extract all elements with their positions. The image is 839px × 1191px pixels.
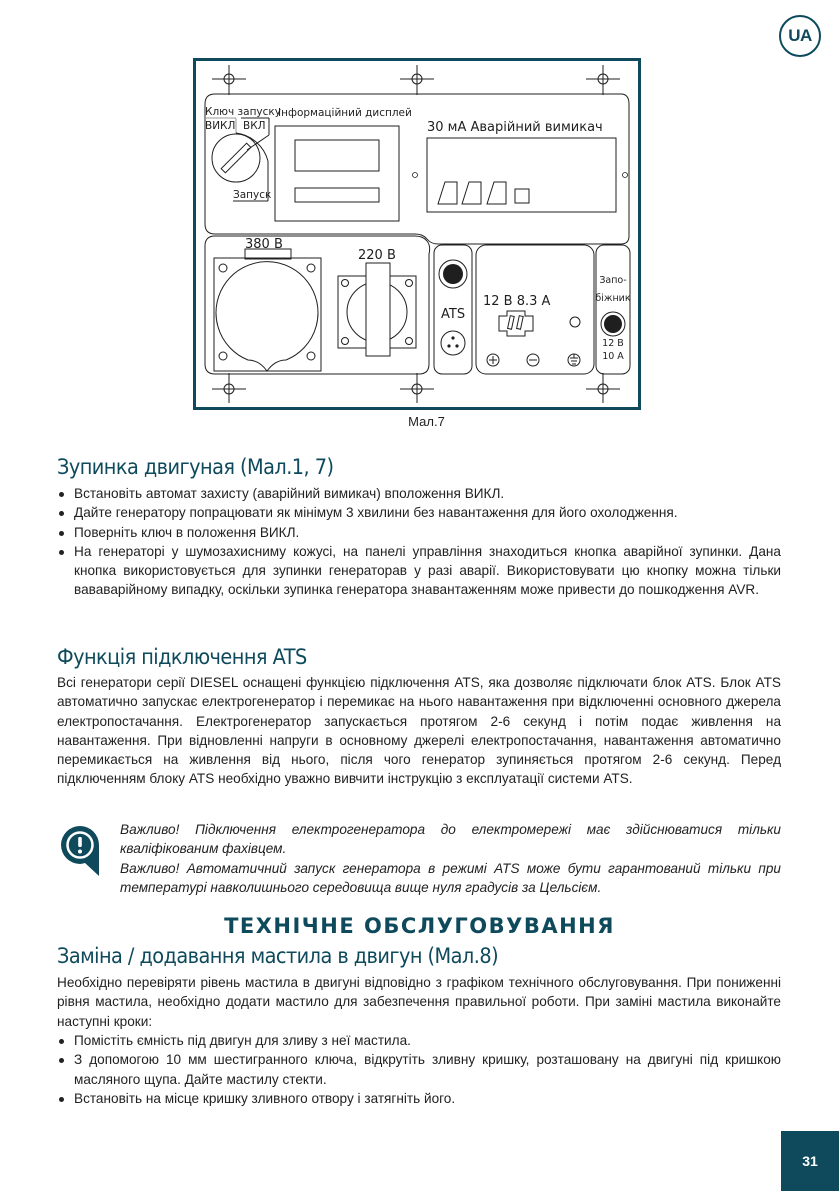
engine-stop-list [57,484,781,600]
fuse-label-2: біжник [595,293,631,304]
svg-text:ВКЛ: ВКЛ [243,120,266,132]
display-label: Інформаційний дисплей [278,107,412,119]
key-start-label: Запуск [233,189,272,201]
list-item: На генераторі у шумозахисниму кожусі, на панелі управління знаходиться кнопка аварійної зупинки. Дана кнопка використовується для зупинки генераторав у разі аварії. Використовувати цю кнопку можна тільки вававарійному випадку, оскільки зупинка генератора знавантаженням може привести до пошкодження AVR. [57,542,781,600]
oil-change-title: Заміна / додавання мастила в двигун (Мал.8) [57,944,499,968]
breaker-label: 30 мА Аварійний вимикач [427,120,603,135]
oil-change-paragraph: Необхідно перевіряти рівень мастила в двигуні відповідно з графіком технічного обслуговування. При пониженні рівня мастила, необхідно додати мастило для забезпечення правильної роботи. При заміні мастила виконайте наступні кроки: [57,975,781,1029]
note-line-1: Важливо! Підключення електрогенератора до електромережі має здійснюватися тільки кваліфікованим фахівцем. [120,822,781,857]
oil-change-list [57,1031,781,1108]
list-item: Поверніть ключ в положення ВИКЛ. [57,523,781,542]
key-switch-label: Ключ запуску [205,106,281,118]
list-item: Встановіть автомат захисту (аварійний вимикач) вположення ВИКЛ. [57,484,781,503]
list-item: Помістіть ємність під двигун для зливу з неї мастила. [57,1031,781,1050]
ats-label: ATS [441,307,466,322]
ats-paragraph: Всі генератори серії DIESEL оснащені функцією підключення ATS, яка дозволяє підключати блок ATS. Блок ATS автоматично запускає електрогенератор і перемикає на нього навантаження при відключенні основного джерела електропостачання. Електрогенератор запускається протягом 2-6 секунд і потім подає живлення на навантаження. При відновленні напруги в основному джерелі електропостачання, навантаження автоматично перемикається на живлення від нього, після чого генератор зупиняється протягом 2-6 секунд. Перед підключенням блоку ATS необхідно уважно вивчити інструкцію з експлуатації системи ATS. [57,675,781,787]
warning-pin-icon [60,825,100,877]
control-panel-figure [193,58,641,410]
figure-caption: Мал.7 [408,414,445,429]
note-line-2: Важливо! Автоматичний запуск генератора в режимі ATS може бути гарантований тільки при температурі навколишнього середовища вище нуля градусів за Цельсієм. [120,860,781,895]
maintenance-heading: ТЕХНІЧНЕ ОБСЛУГОВУВАННЯ [224,914,615,938]
list-item: Встановіть на місце кришку зливного отвору і затягніть його. [57,1089,781,1108]
important-note [120,820,781,897]
list-item: Дайте генератору попрацювати як мінімум 3 хвилини без навантаження для його охолодження. [57,503,781,522]
svg-text:10 А: 10 А [602,351,624,362]
dc-output-label: 12 В 8.3 А [483,294,551,309]
control-panel-diagram [193,58,641,410]
language-badge: UA [779,15,821,57]
list-item: З допомогою 10 мм шестигранного ключа, відкрутіть зливну кришку, розташовану на двигуні під кришкою масляного щупа. Дайте мастилу стекти. [57,1050,781,1089]
socket-220-label: 220 В [358,248,396,263]
ats-title: Функція підключення ATS [57,645,307,669]
socket-380-label: 380 В [245,237,283,252]
svg-text:12 В: 12 В [602,338,624,349]
fuse-label-1: Запо- [599,275,627,286]
svg-text:ВИКЛ: ВИКЛ [205,120,236,132]
page-number: 31 [781,1131,839,1191]
engine-stop-title: Зупинка двигуная (Мал.1, 7) [57,455,334,479]
